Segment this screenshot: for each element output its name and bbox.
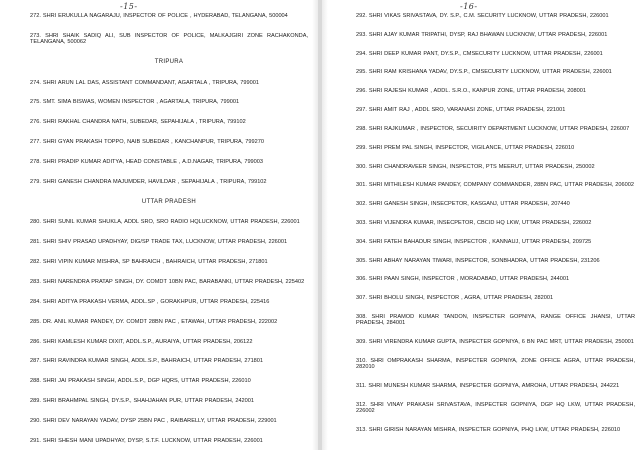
awardee-entry: 304. SHRI FATEH BAHADUR SINGH, INSPECTOR , KANNAUJ, UTTAR PRADESH, 209725 (356, 238, 592, 245)
right-page-number: -16- (460, 2, 478, 11)
awardee-entry: 277. SHRI GYAN PRAKASH TOPPO, NAIB SUBEDAR , KANCHANPUR, TRIPURA, 799270 (30, 139, 264, 146)
awardee-entry: 298. SHRI RAJKUMAR , INSPECTOR, SECUIRITY DEPARTMENT LUCKNOW, UTTAR PRADESH, 226007 (356, 125, 630, 132)
awardee-entry: 275. SMT. SIMA BISWAS, WOMEN INSPECTOR , AGARTALA, TRIPURA, 799001 (30, 99, 240, 106)
awardee-entry: 285. DR. ANIL KUMAR PANDEY, DY. COMDT 28BN PAC , ETAWAH, UTTAR PRADESH, 222002 (30, 318, 278, 325)
awardee-entry: 279. SHRI GANESH CHANDRA MAJUMDER, HAVILDAR , SEPAHIJALA , TRIPURA, 799102 (30, 178, 267, 185)
right-page (322, 0, 643, 450)
awardee-entry: 303. SHRI VIJENDRA KUMAR, INSECPETOR, CBCID HQ LKW, UTTAR PRADESH, 226002 (356, 219, 592, 226)
awardee-entry: 291. SHRI SHESH MANI UPADHYAY, DYSP, S.T.F. LUCKNOW, UTTAR PRADESH, 226001 (30, 437, 263, 444)
awardee-entry: 305. SHRI ABHAY NARAYAN TIWARI, INSPECTOR, SONBHADRA, UTTAR PRADESH, 231206 (356, 257, 600, 264)
awardee-entry: 272. SHRI ERUKULLA NAGARAJU, INSPECTOR OF POLICE , HYDERABAD, TELANGANA, 500004 (30, 13, 288, 19)
awardee-entry: 302. SHRI GANESH SINGH, INSECPETOR, KASGANJ, UTTAR PRADESH, 207440 (356, 201, 570, 208)
awardee-entry: 273. SHRI SHAIK SADIQ ALI, SUB INSPECTOR OF POLICE, MALKAJGIRI ZONE RACHAKONDA, TELANGANA, 500062 (30, 32, 308, 46)
awardee-entry: 311. SHRI MUNESH KUMAR SHARMA, INSPECTER GOPNIYA, AMROHA, UTTAR PRADESH, 244221 (356, 382, 620, 389)
awardee-entry: 284. SHRI ADITYA PRAKASH VERMA, ADDL.SP , GORAKHPUR, UTTAR PRADESH, 225416 (30, 298, 270, 305)
right-entry-list (356, 13, 635, 433)
awardee-entry: 309. SHRI VIRENDRA KUMAR GUPTA, INSPECTER GOPNIYA, 6 BN PAC MRT, UTTAR PRADESH, 250001 (356, 339, 634, 346)
left-page (0, 0, 318, 450)
awardee-entry: 281. SHRI SHIV PRASAD UPADHYAY, DIG/SP TRADE TAX, LUCKNOW, UTTAR PRADESH, 226001 (30, 239, 288, 246)
awardee-entry: 290. SHRI DEV NARAYAN YADAV, DYSP 25BN PAC , RAIBARELLY, UTTAR PRADESH, 229001 (30, 417, 277, 424)
awardee-entry: 274. SHRI ARUN LAL DAS, ASSISTANT COMMANDANT, AGARTALA , TRIPURA, 799001 (30, 79, 259, 86)
awardee-entry: 283. SHRI NARENDRA PRATAP SINGH, DY. COMDT 10BN PAC, BARABANKI, UTTAR PRADESH, 225402 (30, 278, 305, 285)
awardee-entry: 278. SHRI PRADIP KUMAR ADITYA, HEAD CONSTABLE , A.D.NAGAR, TRIPURA, 799003 (30, 159, 264, 166)
awardee-entry: 296. SHRI RAJESH KUMAR , ADDL. S.R.O., KANPUR ZONE, UTTAR PRADESH, 208001 (356, 88, 586, 95)
state-heading: UTTAR PRADESH (141, 198, 197, 205)
awardee-entry: 310. SHRI OMPRAKASH SHARMA, INSPECTER GOPNIYA, ZONE OFFICE AGRA, UTTAR PRADESH, 282010 (356, 357, 635, 371)
awardee-entry: 288. SHRI JAI PRAKASH SINGH, ADDL.S.P., DGP HQRS, UTTAR PRADESH, 226010 (30, 378, 251, 385)
awardee-entry: 286. SHRI KAMLESH KUMAR DIXIT, ADDL.S.P., AURAIYA, UTTAR PRADESH, 206122 (30, 338, 253, 345)
awardee-entry: 287. SHRI RAVINDRA KUMAR SINGH, ADDL.S.P., BAHRAICH, UTTAR PRADESH, 271801 (30, 358, 264, 365)
awardee-entry: 306. SHRI PAAN SINGH, INSPECTOR , MORADABAD, UTTAR PRADESH, 244001 (356, 276, 570, 283)
awardee-entry: 295. SHRI RAM KRISHANA YADAV, DY.S.P., CMSECURITY LUCKNOW, UTTAR PRADESH, 226001 (356, 69, 612, 76)
awardee-entry: 276. SHRI RAKHAL CHANDRA NATH, SUBEDAR, SEPAHIJALA , TRIPURA, 799102 (30, 119, 246, 126)
awardee-entry: 299. SHRI PREM PAL SINGH, INSPECTOR, VIGILANCE, UTTAR PRADESH, 226010 (356, 144, 575, 151)
awardee-entry: 307. SHRI BHOLU SINGH, INSPECTOR , AGRA, UTTAR PRADESH, 282001 (356, 295, 554, 302)
awardee-entry: 289. SHRI BRAHMPAL SINGH, DY.S.P., SHAHJAHAN PUR, UTTAR PRADESH, 242001 (30, 398, 254, 405)
left-entry-list (30, 13, 308, 444)
awardee-entry: 280. SHRI SUNIL KUMAR SHUKLA, ADDL SRO, SRO RADIO HQLUCKNOW, UTTAR PRADESH, 226001 (30, 219, 300, 226)
left-page-number: -15- (120, 2, 138, 11)
awardee-entry: 313. SHRI GIRISH NARAYAN MISHRA, INSPECTER GOPNIYA, PHQ LKW, UTTAR PRADESH, 226010 (356, 426, 621, 433)
awardee-entry: 282. SHRI VIPIN KUMAR MISHRA, SP BAHRAICH , BAHRAICH, UTTAR PRADESH, 271801 (30, 259, 268, 266)
awardee-entry: 293. SHRI AJAY KUMAR TRIPATHI, DYSP, RAJ BHAWAN LUCKNOW, UTTAR PRADESH, 226001 (356, 31, 608, 38)
awardee-entry: 294. SHRI DEEP KUMAR PANT, DY.S.P., CMSECURITY LUCKNOW, UTTAR PRADESH, 226001 (356, 50, 603, 57)
awardee-entry: 297. SHRI AMIT RAJ , ADDL SRO, VARANASI ZONE, UTTAR PRADESH, 221001 (356, 107, 566, 114)
state-heading: TRIPURA (154, 58, 184, 65)
awardee-entry: 292. SHRI VIKAS SRIVASTAVA, DY. S.P., C.M. SECURITY LUCKNOW, UTTAR PRADESH, 226001 (356, 13, 609, 19)
awardee-entry: 312. SHRI VINAY PRAKASH SRIVASTAVA, INSPECTER GOPNIYA, DGP HQ LKW, UTTAR PRADESH, 226002 (356, 401, 635, 414)
awardee-entry: 308. SHRI PRAMOD KUMAR TANDON, INSPECTER GOPNIYA, RANGE OFFICE JHANSI, UTTAR PRADESH, 284001 (356, 314, 635, 327)
awardee-entry: 300. SHRI CHANDRAVEER SINGH, INSPECTOR, PTS MEERUT, UTTAR PRADESH, 250002 (356, 163, 595, 170)
awardee-entry: 301. SHRI MITHILESH KUMAR PANDEY, COMPANY COMMANDER, 28BN PAC, UTTAR PRADESH, 206002 (356, 182, 634, 189)
right-page-edge (322, 0, 328, 450)
